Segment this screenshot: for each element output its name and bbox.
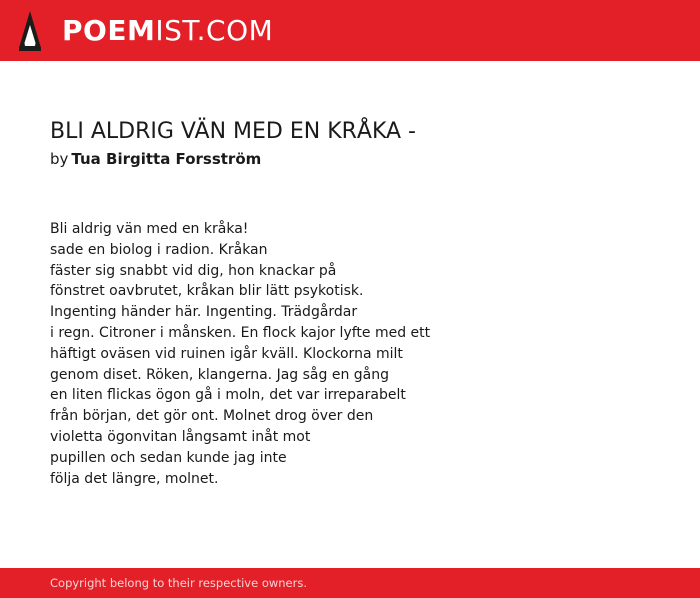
site-footer xyxy=(0,568,700,598)
logo-bold-text: POEM xyxy=(62,14,156,47)
poem-line: i regn. Citroner i månsken. En flock kajor lyfte med ett xyxy=(50,324,431,341)
site-logo-link[interactable] xyxy=(18,10,273,52)
copyright-text: Copyright belong to their respective owners. xyxy=(50,576,308,590)
by-label: by xyxy=(50,150,69,168)
author-link[interactable]: Tua Birgitta Forsström xyxy=(71,150,262,168)
poem-line: pupillen och sedan kunde jag inte xyxy=(50,449,287,466)
poem-line: genom diset. Röken, klangerna. Jag såg en gång xyxy=(50,366,389,383)
pencil-icon xyxy=(18,10,42,52)
poem-line: häftigt oväsen vid ruinen igår kväll. Klockorna milt xyxy=(50,345,403,362)
logo-light-text: IST.COM xyxy=(155,14,274,47)
poem-line: sade en biolog i radion. Kråkan xyxy=(50,241,268,258)
poem-line: följa det längre, molnet. xyxy=(50,470,219,487)
poem-title: BLI ALDRIG VÄN MED EN KRÅKA - xyxy=(50,119,416,144)
poem-byline xyxy=(50,148,261,170)
poem-line: fäster sig snabbt vid dig, hon knackar på xyxy=(50,262,337,279)
poem-line: en liten flickas ögon gå i moln, det var irreparabelt xyxy=(50,387,406,404)
poem-line: Bli aldrig vän med en kråka! xyxy=(50,221,249,237)
poem-line: från början, det gör ont. Molnet drog över den xyxy=(50,408,374,425)
poem-line: violetta ögonvitan långsamt inåt mot xyxy=(50,428,311,445)
site-logo-text xyxy=(62,10,273,52)
poem-body xyxy=(50,219,650,489)
poem-line: fönstret oavbrutet, kråkan blir lätt psykotisk. xyxy=(50,283,364,300)
poem-line: Ingenting händer här. Ingenting. Trädgårdar xyxy=(50,304,358,321)
site-header xyxy=(0,0,700,61)
